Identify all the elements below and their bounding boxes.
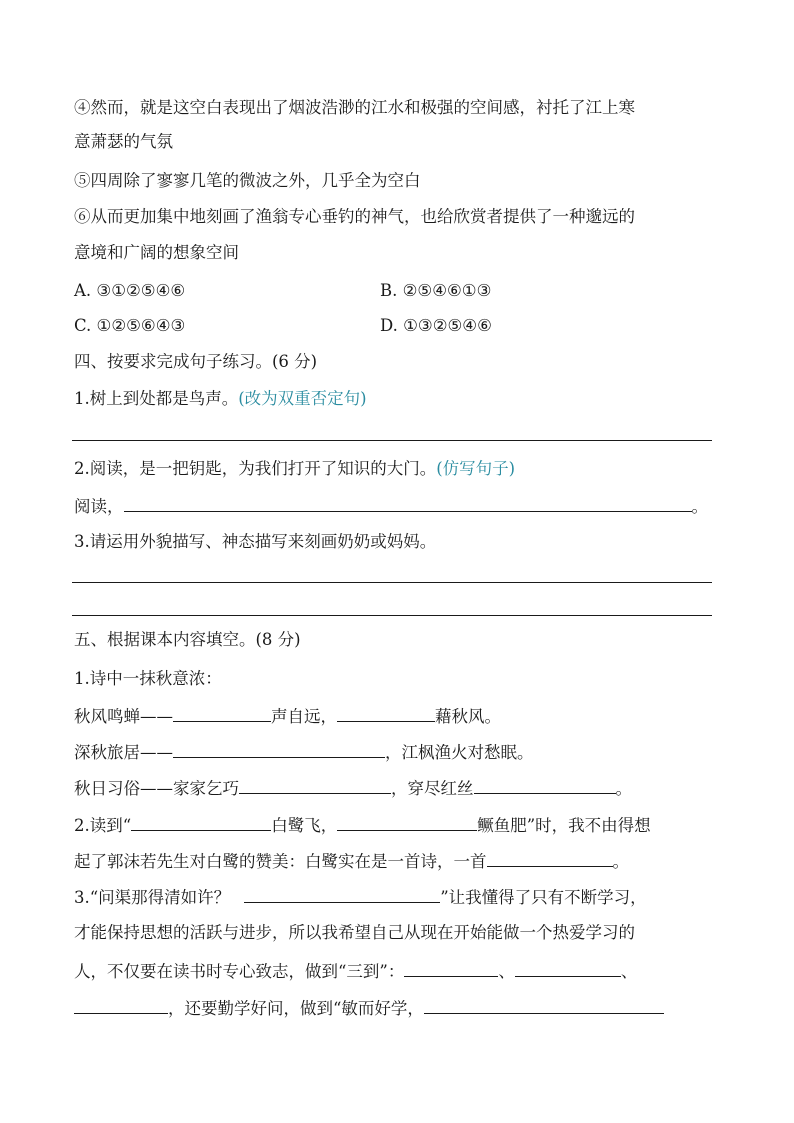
item-4-line-1: ④然而，就是这空白表现出了烟波浩渺的江水和极强的空间感，衬托了江上寒 [74,98,635,117]
s5-q3-l3-sep-1: 、 [498,962,515,981]
s5-l1-blank-2[interactable] [337,704,435,722]
s5-q2-mid: 白鹭飞， [271,816,338,835]
s5-q3-l3-sep-2: 、 [620,962,638,981]
s5-l1-prefix: 秋风鸣蝉—— [74,707,173,726]
section-4-heading: 四、按要求完成句子练习。(6 分) [74,352,318,371]
s5-q2-prefix: 2.读到“ [74,816,132,835]
s5-q3-line-2: 才能保持思想的活跃与进步，所以我希望自己从现在开始能做一个热爱学习的 [74,923,635,942]
option-b[interactable]: B. ②⑤④⑥①③ [380,281,492,300]
s4-q2-answer-row [74,494,708,518]
s5-q2-line2-end: 。 [612,852,629,871]
s5-l1-mid: 声自远， [271,707,337,726]
s4-q2-end: 。 [691,497,708,516]
s5-q3-blank-1[interactable] [244,885,440,903]
option-c[interactable]: C. ①②⑤⑥④③ [74,316,186,335]
s4-q1-answer-line[interactable] [72,440,712,441]
s5-q2-tail: 鳜鱼肥”时，我不由得想 [477,816,651,835]
s4-question-1 [74,388,367,410]
s4-q2-hint: (仿写句子) [436,459,516,478]
s5-l2-blank[interactable] [173,740,385,758]
s5-l2-end: ，江枫渔火对愁眠。 [385,743,534,762]
s5-l2-prefix: 深秋旅居—— [74,743,173,762]
s4-q1-hint: (改为双重否定句) [238,389,367,408]
s5-l3-blank-2[interactable] [474,776,616,794]
s5-q3-tail: ”让我懂得了只有不断学习， [440,888,647,907]
s5-l1-blank-1[interactable] [173,704,271,722]
s5-q2-line-2 [74,849,629,873]
s5-q3-prefix: 3.“问渠那得清如许？ [74,888,231,907]
s5-l3-blank-1[interactable] [239,776,391,794]
item-5: ⑤四周除了寥寥几笔的微波之外，几乎全为空白 [74,171,421,190]
s5-question-1: 1.诗中一抹秋意浓： [74,669,222,688]
s5-l1-end: 藉秋风。 [435,707,501,726]
s4-q2-blank[interactable] [124,494,692,512]
s5-l3-mid: ，穿尽红丝 [391,779,474,798]
s5-q3-line-1 [74,885,647,909]
s5-l3-end: 。 [615,779,632,798]
s5-q2-blank-1[interactable] [131,813,271,831]
s4-q3-answer-line-1[interactable] [72,582,712,583]
s4-question-3: 3.请运用外貌描写、神态描写来刻画奶奶或妈妈。 [74,532,437,551]
s5-q3-blank-4[interactable] [74,996,168,1014]
option-d[interactable]: D. ①③②⑤④⑥ [380,316,492,335]
s5-q3-line-3 [74,959,637,983]
s4-q2-text: 2.阅读，是一把钥匙，为我们打开了知识的大门。 [74,459,437,478]
item-6-line-2: 意境和广阔的想象空间 [74,243,239,262]
option-a[interactable]: A. ③①②⑤④⑥ [74,281,186,300]
s5-q3-blank-3[interactable] [515,959,621,977]
s5-q3-l4-text: ，还要勤学好问，做到“敏而好学， [168,999,424,1018]
s5-q3-l3-text: 人，不仅要在读书时专心致志，做到“三到”： [74,962,405,981]
s5-q2-line-1 [74,813,651,837]
s4-question-2 [74,458,515,480]
s4-q3-answer-line-2[interactable] [72,615,712,616]
s5-q2-line2-text: 起了郭沫若先生对白鹭的赞美：白鹭实在是一首诗，一首 [74,852,487,871]
s5-q2-blank-2[interactable] [337,813,477,831]
s5-q1-line-2 [74,740,534,764]
s5-q1-line-1 [74,704,501,728]
s5-q3-blank-5[interactable] [424,996,664,1014]
section-5-heading: 五、根据课本内容填空。(8 分) [74,630,301,649]
s4-q1-text: 1.树上到处都是鸟声。 [74,389,239,408]
s5-l3-prefix: 秋日习俗——家家乞巧 [74,779,239,798]
s5-q3-blank-2[interactable] [404,959,498,977]
item-6-line-1: ⑥从而更加集中地刻画了渔翁专心垂钓的神气，也给欣赏者提供了一种邈远的 [74,207,635,226]
s5-q2-blank-3[interactable] [487,849,613,867]
s5-q1-line-3 [74,776,632,800]
s5-q3-line-4 [74,996,664,1020]
item-4-line-2: 意萧瑟的气氛 [74,132,173,151]
s4-q2-prefix: 阅读， [74,497,124,516]
